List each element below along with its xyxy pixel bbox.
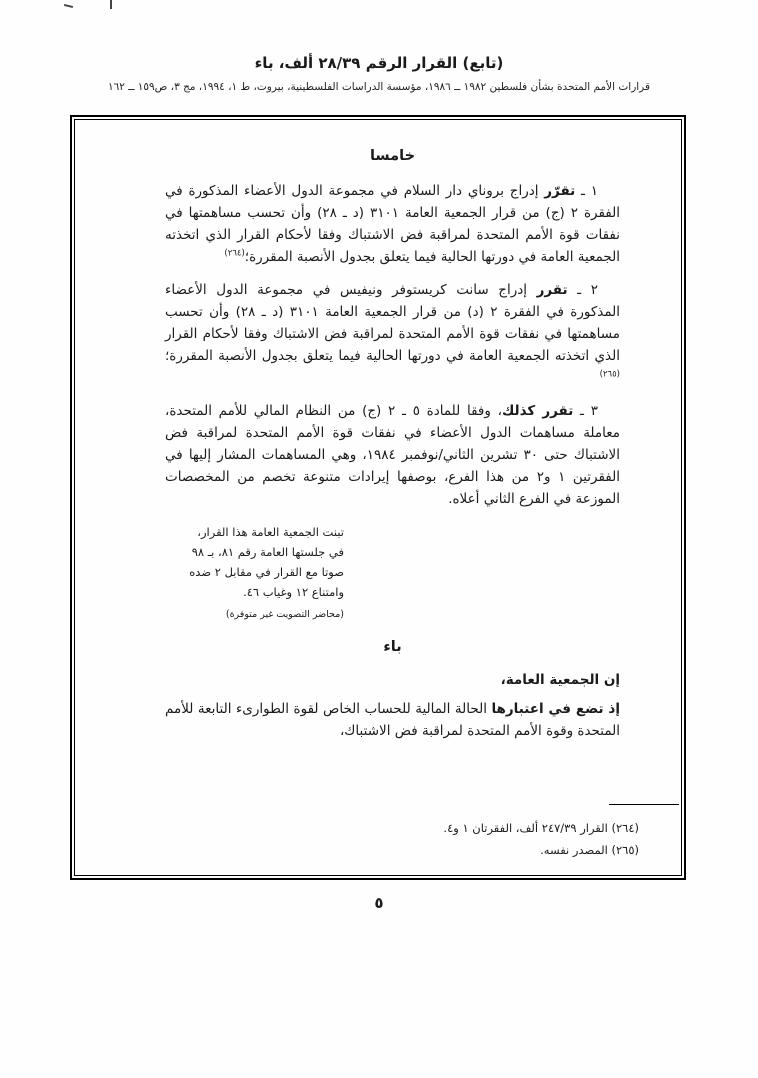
page-number: ٥ bbox=[374, 894, 384, 912]
adoption-note-line: في جلستها العامة رقم ٨١، بـ ٩٨ bbox=[191, 545, 344, 559]
clause-body: الحالة المالية للحساب الخاص لقوة الطوارىء التابعة للأمم المتحدة وقوة الأمم المتحدة لمراقبة فض الاشتباك، bbox=[165, 701, 620, 739]
adoption-note-line: تبنت الجمعية العامة هذا القرار، bbox=[197, 525, 344, 539]
adoption-note-records-line: (محاضر التصويت غير متوفرة) bbox=[225, 609, 344, 620]
footnote-ref-264: (٢٦٤) bbox=[224, 248, 245, 259]
adoption-note-line: وامتناع ١٢ وغياب ٤٦. bbox=[243, 585, 344, 599]
resolution-paragraph-1 bbox=[165, 180, 620, 268]
paragraph-body: ، وفقا للمادة ٥ ـ ٢ (ج) من النظام المالي للأمم المتحدة، معاملة مساهمات الدول الأعضاء في نفقات قوة الأمم المتحدة لمراقبة فض الاشتباك حتى ٣٠ تشرين الثاني/نوفمبر ١٩٨٤، وهي المساهمات المشار إليها في الفقرتين ١ و٢ من هذا الفرع، بوصفها إيرادات متنوعة تخصم من المخصصات الموزعة في الفرع الثاني أعلاه. bbox=[165, 403, 621, 507]
section-heading-fifth: خامسا bbox=[369, 148, 416, 164]
resolution-paragraph-2 bbox=[165, 279, 620, 389]
paragraph-body: إدراج سانت كريستوفر ونيفيس في مجموعة الدول الأعضاء المذكورة في الفقرة ٢ (د) من قرار الجمعية العامة ٣١٠١ (د ـ ٢٨) وأن تحسب مساهمتها في نفقات قوة الأمم المتحدة لمراقبة فض الاشتباك وفقا لأحكام القرار الذي اتخذته الجمعية العامة في دورتها الحالية فيما يتعلق بجدول الأنصبة المقررة؛ bbox=[165, 282, 621, 364]
clause-lead: إذ تضع في اعتبارها bbox=[491, 701, 620, 717]
document-frame bbox=[70, 115, 686, 880]
footnote-separator-rule bbox=[609, 804, 679, 805]
paragraph-body: إدراج بروناي دار السلام في مجموعة الدول الأعضاء المذكورة في الفقرة ٢ (ج) من قرار الجمعية العامة ٣١٠١ (د ـ ٢٨) وأن تحسب مساهمتها في نفقات قوة الأمم المتحدة لمراقبة فض الاشتباك وفقا لأحكام القرار الذي اتخذته الجمعية العامة في دورتها الحالية فيما يتعلق بجدول الأنصبة المقررة؛ bbox=[165, 183, 620, 265]
footnote-area bbox=[165, 804, 639, 861]
footnote-265: (٢٦٥) المصدر نفسه. bbox=[540, 843, 639, 857]
paragraph-lead: تقرر bbox=[536, 282, 568, 298]
preambular-clause bbox=[165, 698, 620, 742]
document-header bbox=[0, 54, 758, 93]
footnote-264: (٢٦٤) القرار ٢٤٧/٣٩ ألف، الفقرتان ١ و٤. bbox=[443, 821, 639, 835]
scan-artifact bbox=[110, 0, 112, 9]
resolution-title: (تابع) القرار الرقم ٢٨/٣٩ ألف، باء bbox=[254, 54, 504, 72]
assembly-preamble: إن الجمعية العامة، bbox=[500, 672, 620, 688]
source-citation: قرارات الأمم المتحدة بشأن فلسطين ١٩٨٢ ــ ١٩٨٦، مؤسسة الدراسات الفلسطينية، بيروت، ط ١، ١٩٩٤، مج ٣، ص١٥٩ ــ ١٦٢ bbox=[108, 81, 650, 93]
paragraph-lead: تقرّر bbox=[544, 183, 576, 199]
paragraph-lead: تقرر كذلك bbox=[501, 403, 574, 419]
resolution-paragraph-3 bbox=[165, 400, 620, 510]
footnote-ref-265: (٢٦٥) bbox=[599, 369, 620, 380]
adoption-note bbox=[164, 522, 344, 625]
section-heading-ba: باء bbox=[383, 639, 402, 655]
adoption-note-line: صوتا مع القرار في مقابل ٢ ضده bbox=[189, 565, 344, 579]
scan-artifact bbox=[64, 4, 73, 8]
paragraph-number: ١ ـ bbox=[575, 183, 598, 199]
paragraph-number: ٢ ـ bbox=[567, 282, 599, 298]
paragraph-number: ٣ ـ bbox=[573, 403, 598, 419]
document-frame-inner bbox=[74, 119, 682, 876]
